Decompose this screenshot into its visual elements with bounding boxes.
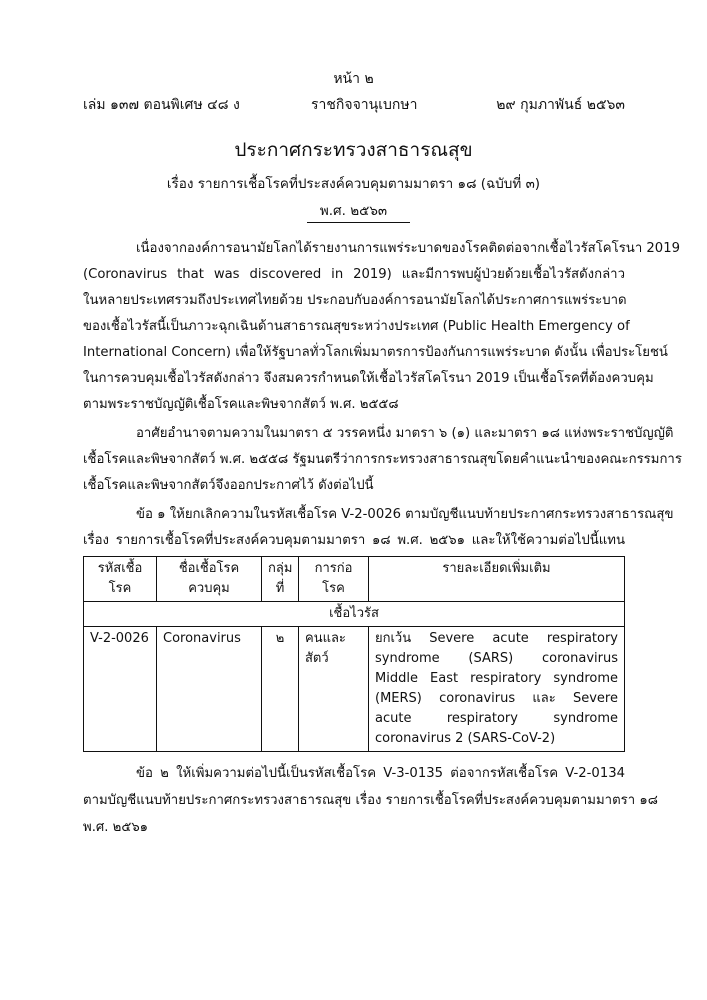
pathogen-table	[83, 556, 625, 752]
paragraph-line: ในหลายประเทศรวมถึงประเทศไทยด้วย ประกอบกับองค์การอนามัยโลกได้ประกาศการแพร่ระบาด	[83, 293, 627, 308]
publication-date: ๒๙ กุมภาพันธ์ ๒๕๖๓	[496, 97, 625, 113]
table-header-row	[84, 557, 625, 602]
details-line: acute respiratory syndrome	[375, 711, 618, 726]
column-header: กลุ่มที่	[262, 557, 299, 602]
paragraph-line: International Concern) เพื่อให้รัฐบาลทั่วโลกเพิ่มมาตรการป้องกันการแพร่ระบาด ดังนั้น เพื่อประโยชน์	[83, 345, 668, 360]
table-section-row	[84, 602, 625, 627]
announcement-subject: เรื่อง รายการเชื้อโรคที่ประสงค์ควบคุมตามมาตรา ๑๘ (ฉบับที่ ๓)	[166, 176, 541, 192]
details-line: coronavirus 2 (SARS-CoV-2)	[375, 731, 556, 746]
page-number: หน้า ๒	[333, 71, 374, 87]
paragraph-line: (Coronavirus that was discovered in 2019) และมีการพบผู้ป่วยด้วยเชื้อไวรัสดังกล่าว	[83, 267, 625, 282]
column-header: รายละเอียดเพิ่มเติม	[369, 557, 625, 602]
clause-line: ข้อ ๒ ให้เพิ่มความต่อไปนี้เป็นรหัสเชื้อโรค V-3-0135 ต่อจากรหัสเชื้อโรค V-2-0134	[136, 766, 625, 781]
paragraph-line: เนื่องจากองค์การอนามัยโลกได้รายงานการแพร่ระบาดของโรคติดต่อจากเชื้อไวรัสโคโรนา 2019	[136, 241, 680, 256]
column-header: การก่อโรค	[299, 557, 369, 602]
pathogenicity: คนและสัตว์	[299, 627, 369, 752]
paragraph-line: ในการควบคุมเชื้อไวรัสดังกล่าว จึงสมควรกำหนดให้เชื้อไวรัสโคโรนา 2019 เป็นเชื้อโรคที่ต้องควบคุม	[83, 371, 654, 386]
clause-line: ข้อ ๑ ให้ยกเลิกความในรหัสเชื้อโรค V-2-0026 ตามบัญชีแนบท้ายประกาศกระทรวงสาธารณสุข	[136, 507, 674, 522]
gazette-name: ราชกิจจานุเบกษา	[311, 97, 418, 113]
title-divider	[307, 222, 410, 223]
table-row	[84, 627, 625, 752]
pathogen-details	[369, 627, 625, 752]
clause-line: ตามบัญชีแนบท้ายประกาศกระทรวงสาธารณสุข เรื่อง รายการเชื้อโรคที่ประสงค์ควบคุมตามมาตรา ๑๘	[83, 793, 658, 808]
paragraph-line: ของเชื้อไวรัสนี้เป็นภาวะฉุกเฉินด้านสาธารณสุขระหว่างประเทศ (Public Health Emergency of	[83, 319, 630, 334]
announcement-year: พ.ศ. ๒๕๖๓	[319, 203, 388, 219]
column-header: ชื่อเชื้อโรคควบคุม	[157, 557, 262, 602]
paragraph-line: ตามพระราชบัญญัติเชื้อโรคและพิษจากสัตว์ พ.ศ. ๒๕๕๘	[83, 397, 399, 412]
paragraph-line: เชื้อโรคและพิษจากสัตว์จึงออกประกาศไว้ ดังต่อไปนี้	[83, 478, 374, 493]
pathogen-code: V-2-0026	[84, 627, 157, 752]
details-line: syndrome (SARS) coronavirus	[375, 651, 618, 666]
gazette-header	[83, 94, 625, 114]
paragraph-line: เชื้อโรคและพิษจากสัตว์ พ.ศ. ๒๕๕๘ รัฐมนตรีว่าการกระทรวงสาธารณสุขโดยคำแนะนำของคณะกรรมการ	[83, 452, 682, 467]
column-header: รหัสเชื้อโรค	[84, 557, 157, 602]
announcement-title: ประกาศกระทรวงสาธารณสุข	[234, 139, 473, 161]
details-line: Middle East respiratory syndrome	[375, 671, 618, 686]
details-line: ยกเว้น Severe acute respiratory	[375, 631, 618, 646]
pathogen-group: ๒	[262, 627, 299, 752]
clause-line: พ.ศ. ๒๕๖๑	[83, 820, 149, 835]
details-line: (MERS) coronavirus และ Severe	[375, 691, 618, 706]
clause-line: เรื่อง รายการเชื้อโรคที่ประสงค์ควบคุมตามมาตรา ๑๘ พ.ศ. ๒๕๖๑ และให้ใช้ความต่อไปนี้แทน	[83, 533, 625, 548]
paragraph-line: อาศัยอำนาจตามความในมาตรา ๕ วรรคหนึ่ง มาตรา ๖ (๑) และมาตรา ๑๘ แห่งพระราชบัญญัติ	[136, 426, 674, 441]
pathogen-name: Coronavirus	[157, 627, 262, 752]
volume-issue: เล่ม ๑๓๗ ตอนพิเศษ ๔๘ ง	[83, 97, 240, 113]
section-label: เชื้อไวรัส	[84, 602, 625, 627]
